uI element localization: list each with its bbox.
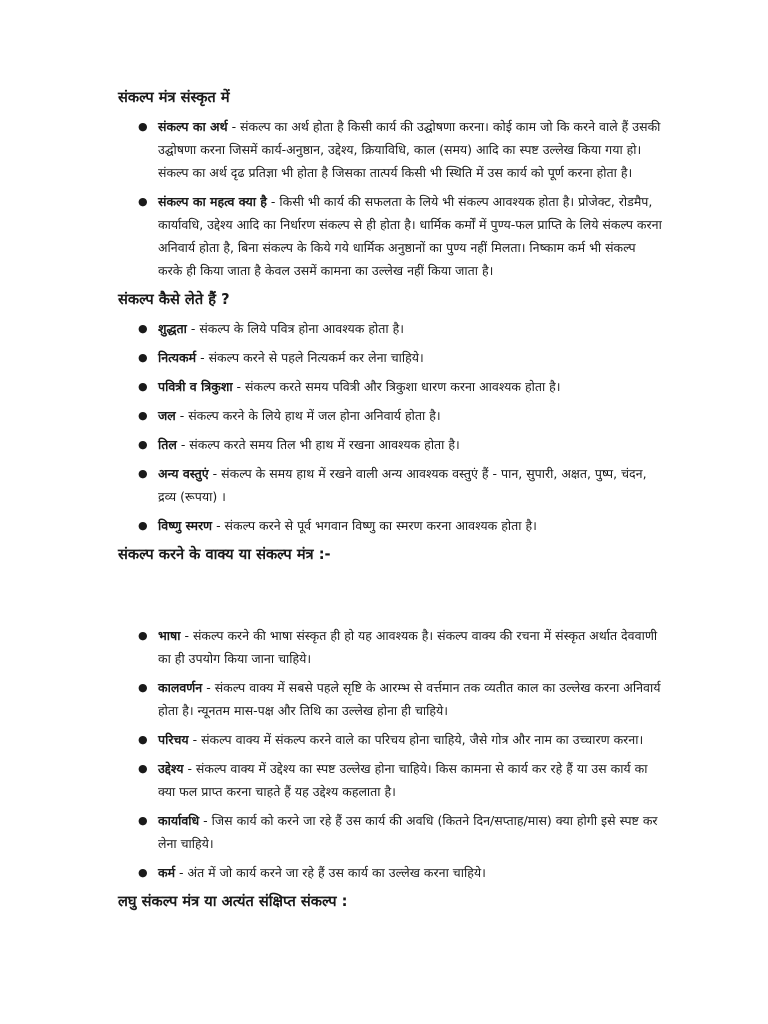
item-term: संकल्प का महत्व क्या है (158, 194, 267, 209)
blank-space (118, 566, 663, 618)
bullet-icon: ● (138, 866, 148, 879)
list-item (118, 404, 663, 427)
bullet-icon: ● (138, 438, 148, 451)
item-text: - संकल्प वाक्य में उद्देश्य का स्पष्ट उल्लेख होना चाहिये। किस कामना से कार्य कर रहे हैं या उस कार्य का क्या फल प्राप्त करना चाहते हैं यह उद्देश्य कहलाता है। (158, 761, 648, 799)
bullet-icon: ● (138, 351, 148, 364)
item-term: अन्य वस्तुएं (158, 466, 209, 481)
bullet-list (118, 317, 663, 537)
item-term: पवित्री व त्रिकुशा (158, 379, 233, 394)
bullet-icon: ● (138, 322, 148, 335)
section-heading: संकल्प करने के वाक्य या संकल्प मंत्र :- (118, 546, 331, 563)
item-term: विष्णु स्मरण (158, 518, 213, 533)
item-term: भाषा (158, 628, 181, 643)
item-term: कालवर्णन (158, 680, 203, 695)
list-item (118, 728, 663, 751)
item-term: नित्यकर्म (158, 350, 197, 365)
list-item (118, 676, 663, 722)
item-term: तिल (158, 437, 177, 452)
list-item (118, 757, 663, 803)
item-term: शुद्धता (158, 321, 187, 336)
item-text: - संकल्प करते समय पवित्री और त्रिकुशा धारण करना आवश्यक होता है। (232, 379, 561, 394)
list-item (118, 346, 663, 369)
bullet-icon: ● (138, 409, 148, 422)
item-text: - संकल्प वाक्य में सबसे पहले सृष्टि के आरम्भ से वर्त्तमान तक व्यतीत काल का उल्लेख करना अनिवार्य होता है। न्यूनतम मास-पक्ष और तिथि का उल्लेख होना ही चाहिये। (158, 680, 661, 718)
bullet-icon: ● (138, 519, 148, 532)
bullet-icon: ● (138, 195, 148, 208)
bullet-icon: ● (138, 380, 148, 393)
bullet-icon: ● (138, 733, 148, 746)
bullet-icon: ● (138, 681, 148, 694)
item-text: - किसी भी कार्य की सफलता के लिये भी संकल्प आवश्यक होता है। प्रोजेक्ट, रोडमैप, कार्यावधि, उद्देश्य आदि का निर्धारण संकल्प से ही होता है। धार्मिक कर्मों में पुण्य-फल प्राप्ति के लिये संकल्प करना अनिवार्य होता है, बिना संकल्प के किये गये धार्मिक अनुष्ठानों का पुण्य नहीं मिलता। निष्काम कर्म भी संकल्प करके ही किया जाता है केवल उसमें कामना का उल्लेख नहीं किया जाता है। (158, 194, 662, 278)
item-text: - संकल्प का अर्थ होता है किसी कार्य की उद्घोषणा करना। कोई काम जो कि करने वाले हैं उसकी उद्घोषणा करना जिसमें कार्य-अनुष्ठान, उद्देश्य, क्रियाविधि, काल (समय) आदि का स्पष्ट उल्लेख किया गया हो। संकल्प का अर्थ दृढ प्रतिज्ञा भी होता है जिसका तात्पर्य किसी भी स्थिति में उस कार्य को पूर्ण करना होता है। (158, 119, 661, 180)
item-text: - संकल्प करते समय तिल भी हाथ में रखना आवश्यक होता है। (176, 437, 460, 452)
list-item (118, 809, 663, 855)
item-text: - अंत में जो कार्य करने जा रहे हैं उस कार्य का उल्लेख करना चाहिये। (175, 865, 486, 880)
item-term: उद्देश्य (158, 761, 184, 776)
section-heading: संकल्प कैसे लेते हैं ? (118, 291, 230, 308)
list-item (118, 514, 663, 537)
bullet-list (118, 115, 663, 282)
item-text: - संकल्प के समय हाथ में रखने वाली अन्य आवश्यक वस्तुएं हैं - पान, सुपारी, अक्षत, पुष्प, चंदन, द्रव्य (रूपया) । (158, 466, 647, 504)
item-text: - संकल्प करने से पहले नित्यकर्म कर लेना चाहिये। (196, 350, 424, 365)
item-text: - संकल्प करने के लिये हाथ में जल होना अनिवार्य होता है। (175, 408, 441, 423)
list-item (118, 624, 663, 670)
bullet-icon: ● (138, 629, 148, 642)
item-text: - संकल्प के लिये पवित्र होना आवश्यक होता है। (186, 321, 404, 336)
item-term: कर्म (158, 865, 176, 880)
item-text: - जिस कार्य को करने जा रहे हैं उस कार्य की अवधि (कितने दिन/सप्ताह/मास) क्या होगी इसे स्पष्ट कर लेना चाहिये। (158, 813, 658, 851)
list-item (118, 317, 663, 340)
item-term: परिचय (158, 732, 189, 747)
bullet-icon: ● (138, 762, 148, 775)
item-text: - संकल्प करने की भाषा संस्कृत ही हो यह आवश्यक है। संकल्प वाक्य की रचना में संस्कृत अर्थात देववाणी का ही उपयोग किया जाना चाहिये। (158, 628, 658, 666)
item-text: - संकल्प वाक्य में संकल्प करने वाले का परिचय होना चाहिये, जैसे गोत्र और नाम का उच्चारण करना। (188, 732, 644, 747)
list-item (118, 115, 663, 184)
item-term: संकल्प का अर्थ (158, 119, 228, 134)
bullet-list (118, 624, 663, 884)
bullet-icon: ● (138, 814, 148, 827)
bullet-icon: ● (138, 120, 148, 133)
bullet-icon: ● (138, 467, 148, 480)
item-term: कार्यावधि (158, 813, 200, 828)
list-item (118, 861, 663, 884)
item-term: जल (158, 408, 176, 423)
list-item (118, 433, 663, 456)
item-text: - संकल्प करने से पूर्व भगवान विष्णु का स्मरण करना आवश्यक होता है। (212, 518, 537, 533)
section-heading: संकल्प मंत्र संस्कृत में (118, 89, 230, 106)
section-heading: लघु संकल्प मंत्र या अत्यंत संक्षिप्त संकल्प : (118, 893, 348, 910)
list-item (118, 462, 663, 508)
document-page (118, 86, 663, 913)
list-item (118, 190, 663, 282)
list-item (118, 375, 663, 398)
